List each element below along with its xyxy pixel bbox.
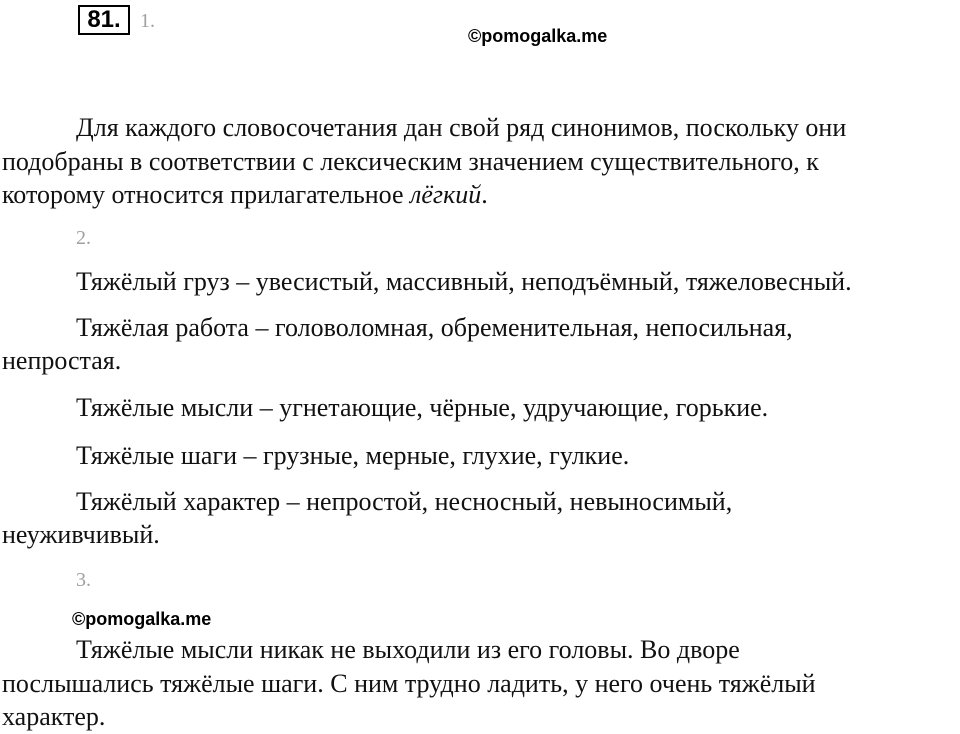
sentence-line: Тяжёлые мысли никак не выходили из его головы. Во дворе bbox=[76, 635, 740, 664]
synonym-line: непростая. bbox=[2, 346, 122, 375]
paragraph-1-line-2: подобраны в соответствии с лексическим значением существительного, к bbox=[2, 147, 819, 176]
synonym-line: Тяжёлые мысли – угнетающие, чёрные, удручающие, горькие. bbox=[76, 393, 769, 422]
section-number-2: 2. bbox=[76, 227, 91, 249]
watermark-top: ©pomogalka.me bbox=[468, 26, 608, 46]
paragraph-1-line-3-end: . bbox=[481, 180, 488, 209]
synonym-line: Тяжёлый характер – непростой, несносный, невыносимый, bbox=[76, 487, 733, 516]
exercise-number: 81. bbox=[78, 5, 130, 35]
paragraph-1-line-3-text: которому относится прилагательное bbox=[2, 180, 411, 209]
section-number-1: 1. bbox=[140, 10, 155, 32]
synonym-line: Тяжёлые шаги – грузные, мерные, глухие, гулкие. bbox=[76, 441, 630, 470]
paragraph-1-line-3 bbox=[2, 179, 488, 211]
synonym-line: неуживчивый. bbox=[2, 520, 160, 549]
sentence-line: послышались тяжёлые шаги. С ним трудно ладить, у него очень тяжёлый bbox=[2, 669, 816, 698]
synonym-line: Тяжёлая работа – головоломная, обременительная, непосильная, bbox=[76, 313, 793, 342]
sentence-line: характер. bbox=[2, 702, 106, 731]
watermark-bottom: ©pomogalka.me bbox=[72, 609, 212, 629]
paragraph-1-line-1: Для каждого словосочетания дан свой ряд синонимов, поскольку они bbox=[76, 113, 847, 142]
italic-word: лёгкий bbox=[410, 180, 482, 209]
section-number-3: 3. bbox=[76, 569, 91, 591]
synonym-line: Тяжёлый груз – увесистый, массивный, неподъёмный, тяжеловесный. bbox=[76, 267, 852, 296]
